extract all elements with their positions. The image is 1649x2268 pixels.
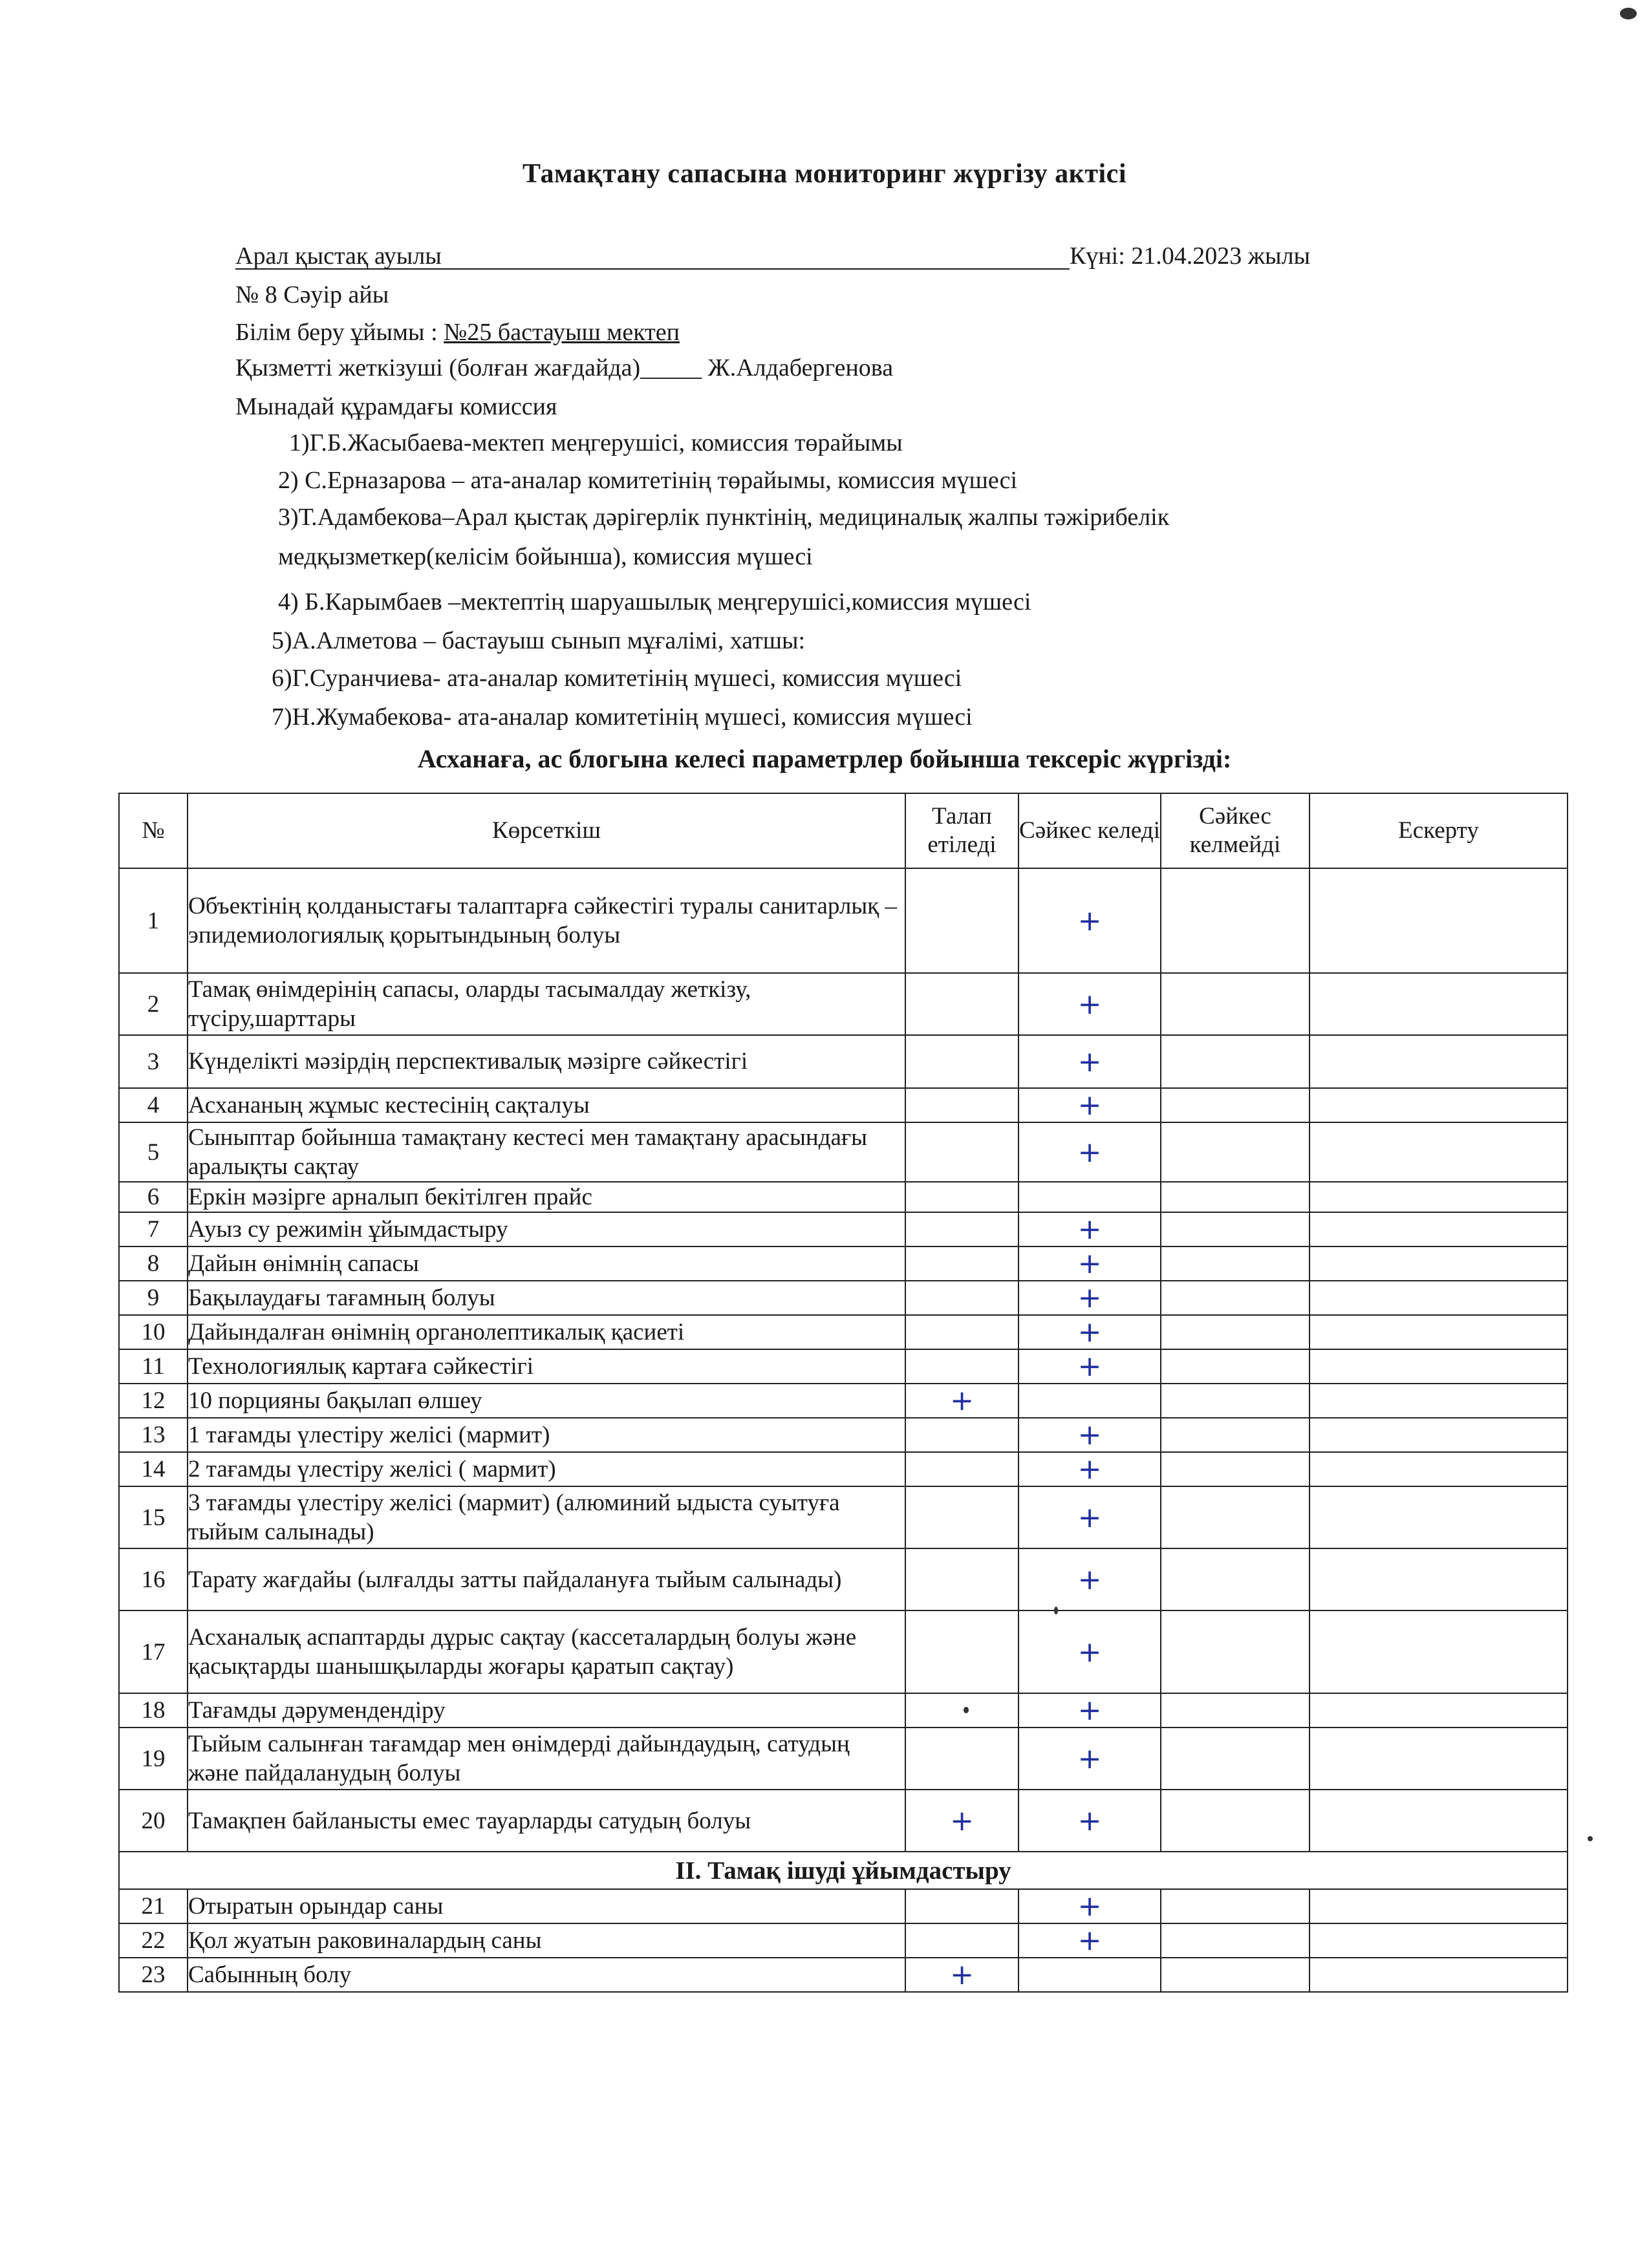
row-required-mark	[905, 868, 1018, 973]
row-number: 17	[119, 1610, 188, 1693]
row-non-compliant-mark	[1161, 1728, 1310, 1790]
row-note	[1310, 1610, 1568, 1693]
row-indicator: Дайындалған өнімнің органолептикалық қасиеті	[188, 1315, 905, 1349]
row-required-mark	[905, 1693, 1018, 1728]
row-required-mark	[905, 1452, 1018, 1486]
row-required-mark	[905, 1122, 1018, 1182]
row-indicator: Тағамды дәрумендендіру	[188, 1693, 905, 1728]
row-non-compliant-mark	[1161, 1349, 1310, 1384]
row-required-mark	[905, 1281, 1018, 1315]
row-note	[1310, 1418, 1568, 1452]
header-compliant: Сәйкес келеді	[1018, 793, 1161, 868]
row-compliant-mark	[1018, 1958, 1161, 1992]
row-note	[1310, 1958, 1568, 1992]
row-required-mark	[905, 973, 1018, 1035]
row-note	[1310, 1384, 1568, 1418]
row-indicator: Тамақ өнімдерінің сапасы, оларды тасымалдау жеткізу, түсіру,шарттары	[188, 973, 905, 1035]
row-number: 8	[119, 1246, 188, 1281]
row-compliant-mark: +	[1018, 1452, 1161, 1486]
row-compliant-mark: +	[1018, 1548, 1161, 1610]
row-number: 7	[119, 1212, 188, 1246]
row-non-compliant-mark	[1161, 1246, 1310, 1281]
row-compliant-mark: +	[1018, 1315, 1161, 1349]
row-compliant-mark: +	[1018, 1246, 1161, 1281]
row-compliant-mark	[1018, 1182, 1161, 1212]
row-indicator: Дайын өнімнің сапасы	[188, 1246, 905, 1281]
commission-member: 7)Н.Жумабекова- ата-аналар комитетінің мүшесі, комиссия мүшесі	[272, 703, 973, 731]
row-indicator: Тамақпен байланысты емес тауарларды сатудың болуы	[188, 1790, 905, 1852]
row-non-compliant-mark	[1161, 1958, 1310, 1992]
row-non-compliant-mark	[1161, 1889, 1310, 1923]
table-row	[119, 1122, 1568, 1182]
table-row	[119, 1418, 1568, 1452]
row-compliant-mark: +	[1018, 1728, 1161, 1790]
row-indicator: Күнделікті мәзірдің перспективалық мәзірге сәйкестігі	[188, 1035, 905, 1088]
row-compliant-mark: +	[1018, 1693, 1161, 1728]
row-required-mark	[905, 1182, 1018, 1212]
row-number: 23	[119, 1958, 188, 1992]
row-compliant-mark: +	[1018, 1088, 1161, 1122]
row-note	[1310, 1486, 1568, 1548]
row-number: 10	[119, 1315, 188, 1349]
row-required-mark	[905, 1418, 1018, 1452]
table-row	[119, 1486, 1568, 1548]
row-indicator: Асхананың жұмыс кестесінің сақталуы	[188, 1088, 905, 1122]
row-required-mark	[905, 1315, 1018, 1349]
row-compliant-mark: +	[1018, 973, 1161, 1035]
row-non-compliant-mark	[1161, 973, 1310, 1035]
act-date: Күні: 21.04.2023 жылы	[1070, 242, 1311, 270]
row-compliant-mark: +	[1018, 1923, 1161, 1958]
row-number: 20	[119, 1790, 188, 1852]
header-village-line	[235, 244, 1310, 270]
row-number: 14	[119, 1452, 188, 1486]
row-number: 16	[119, 1548, 188, 1610]
header-note: Ескерту	[1310, 793, 1568, 868]
row-note	[1310, 1790, 1568, 1852]
row-indicator: Бақылаудағы тағамның болуы	[188, 1281, 905, 1315]
row-indicator: Асханалық аспаптарды дұрыс сақтау (кассеталардың болуы және қасықтарды шанышқыларды жоғары қаратып сақтау)	[188, 1610, 905, 1693]
row-required-mark	[905, 1889, 1018, 1923]
row-note	[1310, 868, 1568, 973]
row-indicator: Тыйым салынған тағамдар мен өнімдерді дайындаудың, сатудың және пайдаланудың болуы	[188, 1728, 905, 1790]
row-note	[1310, 1088, 1568, 1122]
row-indicator: Тарату жағдайы (ылғалды затты пайдалануға тыйым салынады)	[188, 1548, 905, 1610]
commission-member: 3)Т.Адамбекова–Арал қыстақ дәрігерлік пунктінің, медициналық жалпы тәжірибелік	[278, 504, 1170, 531]
table-row	[119, 1728, 1568, 1790]
table-row	[119, 1384, 1568, 1418]
table-row	[119, 1790, 1568, 1852]
table-row	[119, 1923, 1568, 1958]
row-non-compliant-mark	[1161, 1486, 1310, 1548]
row-compliant-mark	[1018, 1384, 1161, 1418]
row-required-mark: +	[905, 1958, 1018, 1992]
row-compliant-mark: +	[1018, 1418, 1161, 1452]
row-non-compliant-mark	[1161, 1315, 1310, 1349]
row-compliant-mark: +	[1018, 1281, 1161, 1315]
table-row	[119, 1889, 1568, 1923]
row-non-compliant-mark	[1161, 1452, 1310, 1486]
table-row	[119, 1315, 1568, 1349]
row-indicator: 10 порцияны бақылап өлшеу	[188, 1384, 905, 1418]
row-non-compliant-mark	[1161, 1122, 1310, 1182]
row-required-mark	[905, 1486, 1018, 1548]
row-indicator: Сыныптар бойынша тамақтану кестесі мен тамақтану арасындағы аралықты сақтау	[188, 1122, 905, 1182]
table-row	[119, 1349, 1568, 1384]
table-row	[119, 1246, 1568, 1281]
provider-label: Қызметті жеткізуші (болған жағдайда)_____	[235, 354, 708, 381]
organization-label: Білім беру ұйымы :	[235, 319, 444, 346]
header-non-compliant: Сәйкес келмейді	[1161, 793, 1310, 868]
row-required-mark	[905, 1349, 1018, 1384]
row-indicator: Отыратын орындар саны	[188, 1889, 905, 1923]
table-row	[119, 973, 1568, 1035]
provider-line	[235, 356, 893, 380]
table-row	[119, 868, 1568, 973]
row-required-mark: +	[905, 1384, 1018, 1418]
act-number-month: № 8 Сәуір айы	[235, 281, 389, 308]
row-required-mark	[905, 1548, 1018, 1610]
row-required-mark	[905, 1088, 1018, 1122]
table-row	[119, 1281, 1568, 1315]
row-required-mark	[905, 1035, 1018, 1088]
village-name: Арал қыстақ ауылы	[235, 242, 442, 270]
row-number: 12	[119, 1384, 188, 1418]
row-number: 21	[119, 1889, 188, 1923]
row-non-compliant-mark	[1161, 868, 1310, 973]
provider-name: Ж.Алдабергенова	[707, 354, 894, 381]
table-header-row	[119, 793, 1568, 868]
row-number: 3	[119, 1035, 188, 1088]
row-number: 15	[119, 1486, 188, 1548]
row-indicator: Сабынның болу	[188, 1958, 905, 1992]
table-row	[119, 1035, 1568, 1088]
header-required: Талап етіледі	[905, 793, 1018, 868]
commission-member: 1)Г.Б.Жасыбаева-мектеп меңгерушісі, комиссия төрайымы	[289, 429, 903, 456]
commission-member: 4) Б.Карымбаев –мектептің шаруашылық меңгерушісі,комиссия мүшесі	[278, 588, 1031, 615]
row-note	[1310, 1315, 1568, 1349]
row-number: 4	[119, 1088, 188, 1122]
row-required-mark	[905, 1212, 1018, 1246]
row-note	[1310, 1728, 1568, 1790]
section-row	[119, 1852, 1568, 1889]
row-indicator: Еркін мәзірге арналып бекітілген прайс	[188, 1182, 905, 1212]
row-non-compliant-mark	[1161, 1790, 1310, 1852]
row-note	[1310, 1923, 1568, 1958]
table-row	[119, 1958, 1568, 1992]
row-non-compliant-mark	[1161, 1548, 1310, 1610]
row-note	[1310, 1452, 1568, 1486]
row-number: 22	[119, 1923, 188, 1958]
row-note	[1310, 1212, 1568, 1246]
table-row	[119, 1610, 1568, 1693]
row-non-compliant-mark	[1161, 1212, 1310, 1246]
commission-intro: Мынадай құрамдағы комиссия	[235, 393, 557, 420]
row-note	[1310, 1246, 1568, 1281]
row-compliant-mark: +	[1018, 1349, 1161, 1384]
row-compliant-mark: +	[1018, 1122, 1161, 1182]
row-number: 11	[119, 1349, 188, 1384]
table-row	[119, 1182, 1568, 1212]
row-indicator: Ауыз су режимін ұйымдастыру	[188, 1212, 905, 1246]
row-indicator: 2 тағамды үлестіру желісі ( мармит)	[188, 1452, 905, 1486]
table-row	[119, 1693, 1568, 1728]
row-required-mark	[905, 1728, 1018, 1790]
row-note	[1310, 1281, 1568, 1315]
row-note	[1310, 1035, 1568, 1088]
organization-name: №25 бастауыш мектеп	[444, 319, 680, 346]
row-compliant-mark: +	[1018, 1790, 1161, 1852]
row-note	[1310, 973, 1568, 1035]
row-compliant-mark: +	[1018, 1035, 1161, 1088]
scan-speck	[1054, 1607, 1058, 1614]
commission-member-continued: медқызметкер(келісім бойынша), комиссия мүшесі	[278, 543, 813, 570]
table-row	[119, 1088, 1568, 1122]
inspection-table	[118, 793, 1568, 1993]
table-row	[119, 1548, 1568, 1610]
row-note	[1310, 1889, 1568, 1923]
row-number: 6	[119, 1182, 188, 1212]
row-compliant-mark: +	[1018, 1486, 1161, 1548]
row-number: 1	[119, 868, 188, 973]
organization-line	[235, 320, 680, 345]
row-compliant-mark: +	[1018, 1889, 1161, 1923]
row-non-compliant-mark	[1161, 1418, 1310, 1452]
scan-speck	[1620, 8, 1637, 19]
section-title: II. Тамақ ішуді ұйымдастыру	[119, 1852, 1568, 1889]
inspection-subtitle: Асханаға, ас блогына келесі параметрлер бойынша тексеріс жүргізді:	[417, 744, 1232, 773]
row-required-mark: +	[905, 1790, 1018, 1852]
row-non-compliant-mark	[1161, 1693, 1310, 1728]
row-indicator: Объектінің қолданыстағы талаптарға сәйкестігі туралы санитарлық – эпидемиологиялық қорытындының болуы	[188, 868, 905, 973]
row-non-compliant-mark	[1161, 1035, 1310, 1088]
row-non-compliant-mark	[1161, 1610, 1310, 1693]
row-compliant-mark: +	[1018, 1212, 1161, 1246]
scan-speck	[1588, 1836, 1593, 1841]
row-non-compliant-mark	[1161, 1281, 1310, 1315]
row-note	[1310, 1122, 1568, 1182]
row-number: 9	[119, 1281, 188, 1315]
row-non-compliant-mark	[1161, 1088, 1310, 1122]
row-required-mark	[905, 1610, 1018, 1693]
commission-member: 6)Г.Суранчиева- ата-аналар комитетінің мүшесі, комиссия мүшесі	[272, 665, 962, 692]
row-note	[1310, 1693, 1568, 1728]
row-indicator: 3 тағамды үлестіру желісі (мармит) (алюминий ыдыста суытуға тыйым салынады)	[188, 1486, 905, 1548]
row-required-mark	[905, 1923, 1018, 1958]
row-number: 13	[119, 1418, 188, 1452]
row-non-compliant-mark	[1161, 1923, 1310, 1958]
row-compliant-mark: +	[1018, 868, 1161, 973]
row-indicator: Технологиялық картаға сәйкестігі	[188, 1349, 905, 1384]
row-note	[1310, 1349, 1568, 1384]
table-row	[119, 1212, 1568, 1246]
row-indicator: 1 тағамды үлестіру желісі (мармит)	[188, 1418, 905, 1452]
header-num: №	[119, 793, 188, 868]
row-number: 2	[119, 973, 188, 1035]
row-compliant-mark: +	[1018, 1610, 1161, 1693]
row-indicator: Қол жуатын раковиналардың саны	[188, 1923, 905, 1958]
commission-member: 5)А.Алметова – бастауыш сынып мұғалімі, хатшы:	[272, 627, 806, 654]
scan-speck	[964, 1707, 969, 1713]
document-title: Тамақтану сапасына мониторинг жүргізу актісі	[523, 159, 1126, 189]
row-non-compliant-mark	[1161, 1182, 1310, 1212]
commission-member: 2) С.Ерназарова – ата-аналар комитетінің төрайымы, комиссия мүшесі	[278, 467, 1018, 494]
row-note	[1310, 1182, 1568, 1212]
row-number: 5	[119, 1122, 188, 1182]
table-row	[119, 1452, 1568, 1486]
row-required-mark	[905, 1246, 1018, 1281]
row-non-compliant-mark	[1161, 1384, 1310, 1418]
row-number: 19	[119, 1728, 188, 1790]
row-note	[1310, 1548, 1568, 1610]
row-number: 18	[119, 1693, 188, 1728]
header-indicator: Көрсеткіш	[188, 793, 905, 868]
